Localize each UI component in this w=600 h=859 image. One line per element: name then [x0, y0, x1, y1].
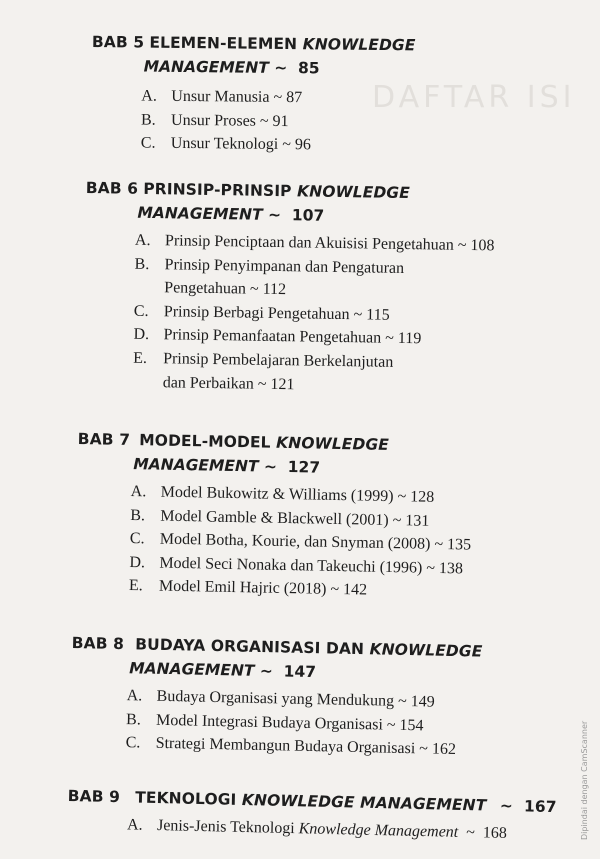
item-letter: D. [129, 553, 146, 572]
chapter-title: MODEL-MODEL [139, 431, 277, 452]
item-text: Prinsip Penciptaan dan Akuisisi Pengetahuan ~ 108 [164, 232, 495, 255]
item-text: Model Gamble & Blackwell (2001) ~ 131 [160, 507, 430, 530]
item-text: Budaya Organisasi yang Mendukung ~ 149 [156, 687, 435, 711]
item-letter: A. [141, 87, 157, 105]
chapter-bab-6 [83, 176, 496, 400]
item-text: Prinsip Pembelajaran Berkelanjutan [163, 350, 394, 371]
chapter-page: ~ 167 [499, 796, 557, 817]
chapter-subheading [85, 200, 495, 230]
chapter-heading [92, 30, 416, 57]
chapter-label: BAB 7 [77, 429, 131, 450]
item-text-italic: Knowledge Management [298, 820, 459, 841]
item-text: Model Emil Hajric (2018) ~ 142 [158, 577, 368, 599]
bleed-through-title: DAFTAR ISI [372, 80, 576, 115]
chapter-bab-9 [67, 784, 557, 847]
chapter-title-italic: KNOWLEDGE MANAGEMENT [241, 790, 487, 815]
chapter-title-italic-cont: MANAGEMENT [133, 455, 259, 476]
item-text: Strategi Membangun Budaya Organisasi ~ 162 [155, 734, 457, 759]
chapter-title-italic-cont: MANAGEMENT [129, 659, 255, 680]
item-text: Model Integrasi Budaya Organisasi ~ 154 [155, 711, 424, 734]
chapter-bab-8 [69, 631, 482, 762]
item-letter: E. [133, 349, 148, 367]
item-text: Unsur Manusia ~ 87 [171, 87, 303, 107]
item-letter: C. [133, 302, 149, 320]
camscanner-watermark: Dipindai dengan CamScanner [580, 720, 589, 840]
chapter-label: BAB 5 [91, 32, 145, 52]
item-text: Model Botha, Kourie, dan Snyman (2008) ~ 135 [159, 530, 472, 554]
chapter-title: TEKNOLOGI [135, 788, 243, 809]
item-text: Unsur Proses ~ 91 [170, 111, 289, 130]
item-letter: B. [134, 255, 150, 273]
chapter-page: ~ 147 [259, 661, 317, 682]
item-text: Model Seci Nonaka dan Takeuchi (1996) ~ 138 [159, 554, 464, 578]
chapter-bab-7 [75, 427, 473, 605]
chapter-title-italic-cont: MANAGEMENT [137, 203, 263, 224]
item-text-continued: dan Perbaikan ~ 121 [162, 373, 295, 393]
chapter-page: ~ 107 [267, 205, 325, 225]
item-text: Prinsip Penyimpanan dan Pengaturan [164, 255, 405, 277]
item-letter: A. [130, 483, 147, 501]
chapter-label: BAB 6 [85, 178, 139, 198]
chapter-label: BAB 8 [71, 633, 125, 654]
toc-item [141, 108, 415, 134]
toc-item [127, 813, 556, 846]
toc-item [141, 85, 415, 111]
chapter-page: ~ 127 [263, 457, 321, 477]
item-text: Jenis-Jenis Teknologi [156, 817, 299, 838]
toc-item [134, 252, 494, 305]
chapter-bab-5 [91, 30, 416, 158]
toc-item [133, 347, 493, 400]
item-text: Prinsip Pemanfaatan Pengetahuan ~ 119 [163, 326, 422, 348]
item-text-page: ~ 168 [458, 823, 508, 842]
chapter-title: PRINSIP-PRINSIP [143, 179, 298, 201]
item-text-continued: Pengetahuan ~ 112 [164, 279, 287, 299]
item-letter: D. [133, 326, 150, 344]
chapter-page: ~ 85 [274, 58, 320, 78]
chapter-title-italic-cont: MANAGEMENT [143, 57, 269, 77]
chapter-title-italic: KNOWLEDGE [302, 35, 416, 55]
item-letter: B. [130, 506, 146, 524]
item-letter: C. [140, 134, 156, 152]
chapter-title-italic: KNOWLEDGE [369, 640, 483, 661]
chapter-subheading [91, 54, 415, 81]
chapter-title: ELEMEN-ELEMEN [149, 33, 303, 54]
item-text: Prinsip Berbagi Pengetahuan ~ 115 [163, 303, 390, 324]
chapter-title-italic: KNOWLEDGE [275, 433, 390, 454]
item-letter: C. [129, 530, 145, 548]
item-letter: A. [126, 687, 143, 705]
item-letter: B. [140, 111, 156, 129]
item-letter: A. [126, 816, 143, 834]
chapter-title: BUDAYA ORGANISASI DAN [135, 635, 370, 659]
chapter-label: BAB 9 [67, 786, 121, 807]
item-letter: A. [134, 231, 151, 250]
item-letter: B. [125, 710, 142, 729]
item-text: Model Bukowitz & Williams (1999) ~ 128 [160, 483, 435, 506]
item-text: Unsur Teknologi ~ 96 [170, 135, 312, 154]
item-letter: E. [128, 577, 143, 595]
chapter-title-italic: KNOWLEDGE [296, 182, 411, 203]
toc-item [141, 132, 415, 158]
item-letter: C. [125, 734, 141, 752]
